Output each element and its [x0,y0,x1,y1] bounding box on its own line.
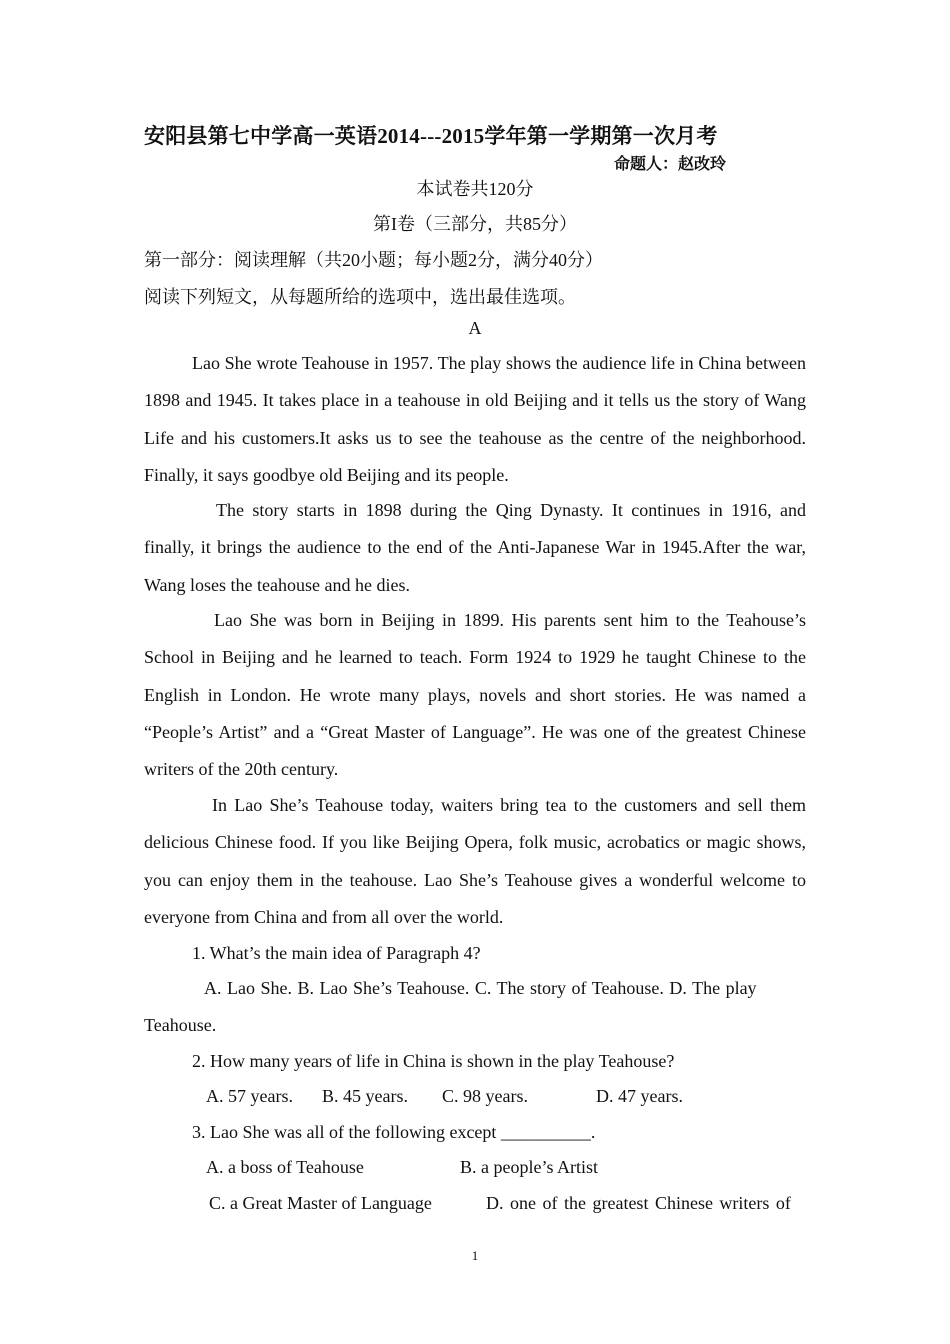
part-one-heading: 第一部分：阅读理解（共20小题；每小题2分，满分40分） [144,250,603,270]
passage-paragraph-2: The story starts in 1898 during the Qing Dynasty. It continues in 1916, and finally, it brings the audience to the end of the Anti-Japanese War in 1945.After the war, Wang loses the teahouse and he dies. [144,500,806,595]
question-3-option-d: D. one of the greatest Chinese writers of [486,1193,791,1213]
passage-paragraph-4: In Lao She’s Teahouse today, waiters bring tea to the customers and sell them delicious Chinese food. If you like Beijing Opera, folk music, acrobatics or magic shows, you can enjoy them in the teahouse. Lao She’s Teahouse gives a wonderful welcome to everyone from China and from all over the world. [144,795,806,927]
question-3-option-b: B. a people’s Artist [460,1157,598,1177]
question-3-option-c: C. a Great Master of Language [209,1193,432,1213]
question-1-options: A. Lao She. B. Lao She’s Teahouse. C. The story of Teahouse. D. The play [204,978,757,998]
question-2-option-a: A. 57 years. [206,1086,293,1106]
question-1-options-continued: Teahouse. [144,1015,217,1035]
exam-author: 命题人：赵改玲 [614,156,727,173]
question-3-stem: 3. Lao She was all of the following except __________. [192,1122,596,1142]
exam-title: 安阳县第七中学高一英语2014---2015学年第一学期第一次月考 [144,124,718,148]
volume-info: 第I卷（三部分，共85分） [373,214,577,234]
question-2-option-c: C. 98 years. [442,1086,528,1106]
question-2-option-d: D. 47 years. [596,1086,683,1106]
page-number: 1 [471,1248,479,1263]
question-2-stem: 2. How many years of life in China is shown in the play Teahouse? [192,1051,675,1071]
section-label: A [468,318,482,338]
question-2-option-b: B. 45 years. [322,1086,408,1106]
passage-paragraph-3: Lao She was born in Beijing in 1899. His parents sent him to the Teahouse’s School in Beijing and he learned to teach. Form 1924 to 1929 he taught Chinese to the English in London. He wrote many plays, novels and short stories. He was named a “People’s Artist” and a “Great Master of Language”. He was one of the greatest Chinese writers of the 20th century. [144,610,806,780]
total-score: 本试卷共120分 [416,179,534,199]
question-1-stem: 1. What’s the main idea of Paragraph 4? [192,943,481,963]
part-one-instruction: 阅读下列短文，从每题所给的选项中，选出最佳选项。 [144,287,576,307]
passage-paragraph-1: Lao She wrote Teahouse in 1957. The play shows the audience life in China between 1898 and 1945. It takes place in a teahouse in old Beijing and it tells us the story of Wang Life and his customers.It asks us to see the teahouse as the centre of the neighborhood. Finally, it says goodbye old Beijing and its people. [144,353,806,485]
question-3-option-a: A. a boss of Teahouse [206,1157,364,1177]
